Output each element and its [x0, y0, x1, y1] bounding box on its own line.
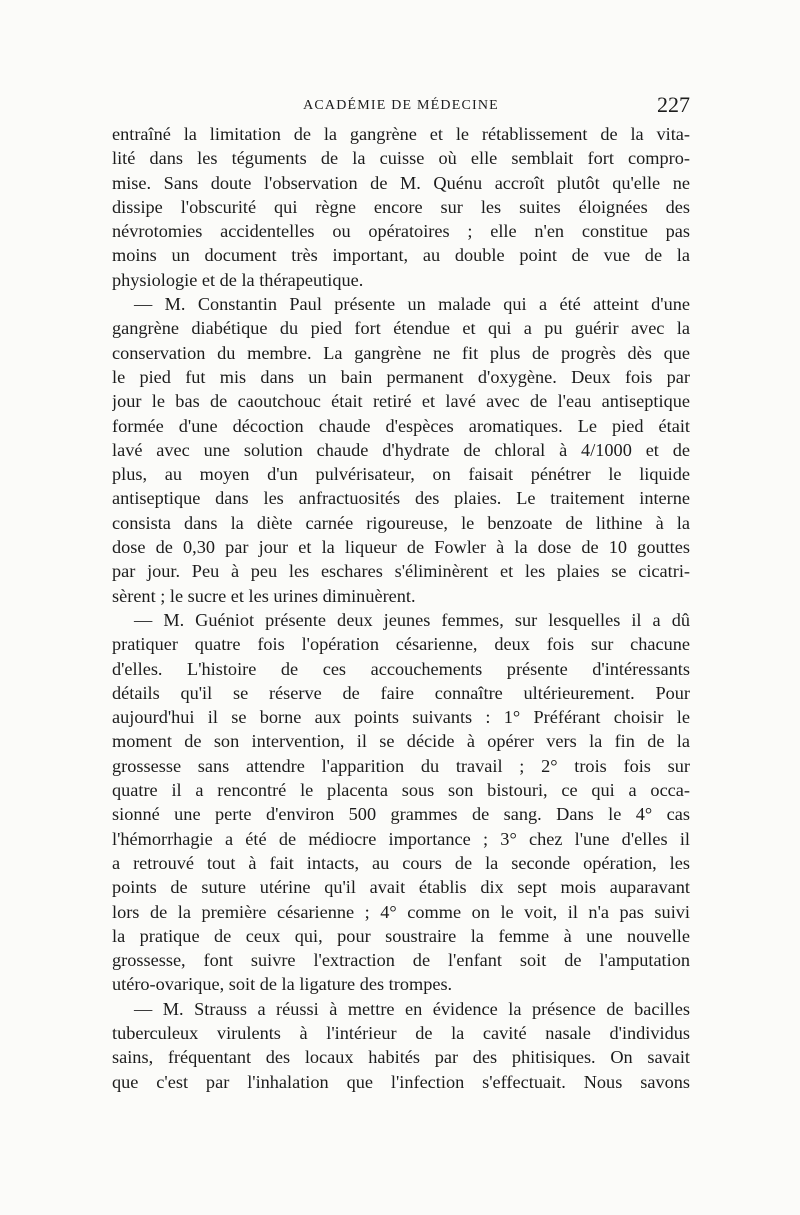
- body-text: [112, 122, 690, 1094]
- text-line: pratiquer quatre fois l'opération césarienne, deux fois sur chacune: [112, 634, 690, 655]
- text-line: gangrène diabétique du pied fort étendue et qui a pu guérir avec la: [112, 318, 690, 339]
- text-line: grossesse, font suivre l'extraction de l'enfant soit de l'amputation: [112, 950, 690, 971]
- text-line: consista dans la diète carnée rigoureuse, le benzoate de lithine à la: [112, 512, 690, 533]
- text-line: le pied fut mis dans un bain permanent d'oxygène. Deux fois par: [112, 366, 690, 387]
- paragraph-gueniot: [112, 608, 690, 997]
- text-line: lité dans les téguments de la cuisse où elle semblait fort compro-: [112, 148, 690, 169]
- text-line: l'hémorrhagie a été de médiocre importance ; 3° chez l'une d'elles il: [112, 828, 690, 849]
- text-line: points de suture utérine qu'il avait établis dix sept mois auparavant: [112, 877, 690, 898]
- text-line: d'elles. L'histoire de ces accouchements présente d'intéressants: [112, 658, 690, 679]
- text-line: dose de 0,30 par jour et la liqueur de Fowler à la dose de 10 gouttes: [112, 537, 690, 558]
- text-line: antiseptique dans les anfractuosités des plaies. Le traitement interne: [112, 488, 690, 509]
- text-line: tuberculeux virulents à l'intérieur de la cavité nasale d'individus: [112, 1022, 690, 1043]
- text-line: dissipe l'obscurité qui règne encore sur les suites éloignées des: [112, 196, 690, 217]
- paragraph-strauss: [112, 997, 690, 1094]
- text-line: a retrouvé tout à fait intacts, au cours de la seconde opération, les: [112, 852, 690, 873]
- text-line: — M. Constantin Paul présente un malade qui a été atteint d'une: [134, 294, 690, 315]
- text-line: entraîné la limitation de la gangrène et le rétablissement de la vita-: [112, 124, 690, 144]
- text-line: par jour. Peu à peu les eschares s'éliminèrent et les plaies se cicatri-: [112, 561, 690, 582]
- text-line: physiologie et de la thérapeutique.: [112, 269, 364, 290]
- text-line: plus, au moyen d'un pulvérisateur, on faisait pénétrer le liquide: [112, 464, 690, 485]
- page-number: 227: [657, 92, 690, 117]
- text-line: que c'est par l'inhalation que l'infection s'effectuait. Nous savons: [112, 1071, 690, 1092]
- text-line: sionné une perte d'environ 500 grammes de sang. Dans le 4° cas: [112, 804, 690, 825]
- text-line: lavé avec une solution chaude d'hydrate de chloral à 4/1000 et de: [112, 439, 690, 460]
- running-title: ACADÉMIE DE MÉDECINE: [303, 98, 499, 113]
- text-line: utéro-ovarique, soit de la ligature des trompes.: [112, 974, 453, 995]
- text-line: moins un document très important, au double point de vue de la: [112, 245, 690, 266]
- text-line: — M. Guéniot présente deux jeunes femmes, sur lesquelles il a dû: [134, 609, 690, 630]
- text-line: détails qu'il se réserve de faire connaître ultérieurement. Pour: [112, 682, 690, 703]
- text-line: jour le bas de caoutchouc était retiré et lavé avec de l'eau antiseptique: [112, 391, 690, 412]
- text-line: moment de son intervention, il se décide à opérer vers la fin de la: [112, 731, 690, 752]
- text-line: conservation du membre. La gangrène ne fit plus de progrès dès que: [112, 342, 690, 363]
- paragraph-quenu-continuation: [112, 122, 690, 292]
- text-line: formée d'une décoction chaude d'espèces aromatiques. Le pied était: [112, 415, 690, 436]
- text-line: — M. Strauss a réussi à mettre en évidence la présence de bacilles: [134, 998, 690, 1019]
- text-line: lors de la première césarienne ; 4° comme on le voit, il n'a pas suivi: [112, 901, 690, 922]
- text-line: sains, fréquentant des locaux habités par des phitisiques. On savait: [112, 1047, 690, 1068]
- text-line: la pratique de ceux qui, pour soustraire la femme à une nouvelle: [112, 925, 690, 946]
- text-line: aujourd'hui il se borne aux points suivants : 1° Préférant choisir le: [112, 707, 690, 728]
- book-page: [112, 92, 690, 1094]
- text-line: grossesse sans attendre l'apparition du travail ; 2° trois fois sur: [112, 755, 690, 776]
- text-line: mise. Sans doute l'observation de M. Quénu accroît plutôt qu'elle ne: [112, 172, 690, 193]
- text-line: sèrent ; le sucre et les urines diminuèrent.: [112, 585, 416, 606]
- running-head: [112, 92, 690, 122]
- text-line: quatre il a rencontré le placenta sous son bistouri, ce qui a occa-: [112, 780, 690, 801]
- text-line: névrotomies accidentelles ou opératoires ; elle n'en constitue pas: [112, 221, 690, 242]
- paragraph-constantin-paul: [112, 292, 690, 608]
